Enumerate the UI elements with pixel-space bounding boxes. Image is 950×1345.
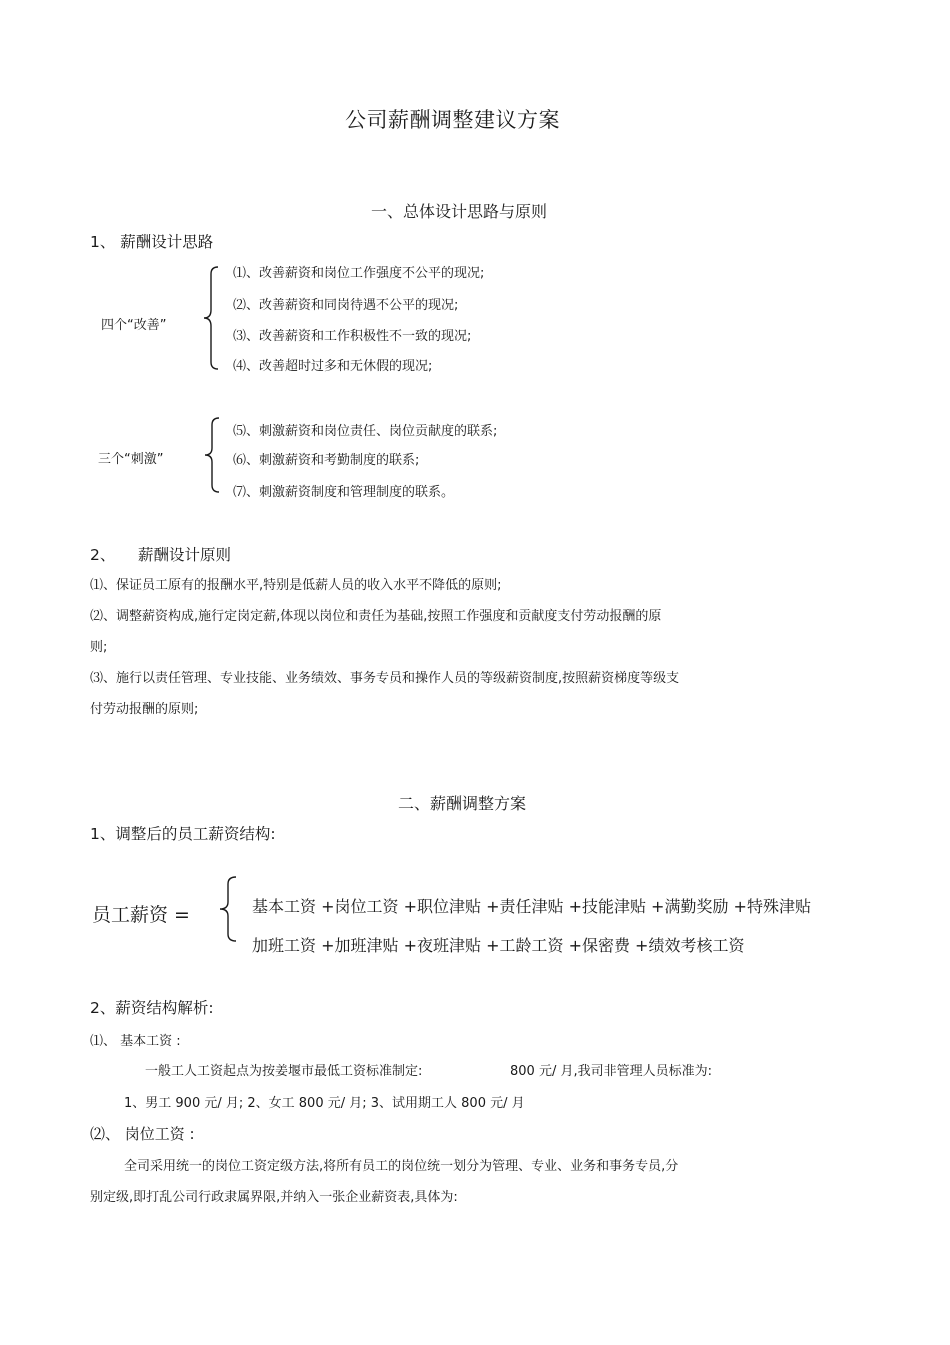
improve-item-2: ⑵、改善薪资和同岗待遇不公平的现况; <box>233 298 459 313</box>
principle-line-3: 则; <box>90 640 108 655</box>
position-wage-heading: ⑵、 岗位工资 : <box>90 1125 195 1143</box>
subheading-salary-structure: 1、调整后的员工薪资结构: <box>90 825 276 843</box>
subheading-design-idea: 1、 薪酬设计思路 <box>90 233 214 251</box>
subheading-principles-number: 2、 <box>90 546 116 564</box>
basic-wage-line-2: 1、男工 900 元/ 月; 2、女工 800 元/ 月; 3、试用期工人 800 元/ 月 <box>124 1096 525 1111</box>
principle-line-2: ⑵、调整薪资构成,施行定岗定薪,体现以岗位和责任为基础,按照工作强度和贡献度支付劳动报酬的原 <box>90 609 662 624</box>
improve-item-3: ⑶、改善薪资和工作积极性不一致的现况; <box>233 329 472 344</box>
left-brace-icon <box>203 266 223 370</box>
stimulate-item-3: ⑺、刺激薪资制度和管理制度的联系。 <box>233 485 455 500</box>
basic-wage-heading: ⑴、 基本工资 : <box>90 1034 181 1049</box>
section-2-heading: 二、薪酬调整方案 <box>398 794 527 813</box>
formula-line-2: 加班工资 +加班津贴 +夜班津贴 +工龄工资 +保密费 +绩效考核工资 <box>252 936 745 955</box>
left-brace-icon <box>219 876 241 942</box>
group-improve-label: 四个“改善” <box>101 318 167 333</box>
basic-wage-line-1b: 800 元/ 月,我司非管理人员标准为: <box>510 1064 712 1079</box>
left-brace-icon <box>204 417 224 493</box>
improve-item-1: ⑴、改善薪资和岗位工作强度不公平的现况; <box>233 266 485 281</box>
position-wage-line-2: 别定级,即打乱公司行政隶属界限,并纳入一张企业薪资表,具体为: <box>90 1190 458 1205</box>
principle-line-4: ⑶、施行以责任管理、专业技能、业务绩效、事务专员和操作人员的等级薪资制度,按照薪资梯度等级支 <box>90 671 680 686</box>
formula-lhs: 员工薪资 = <box>92 904 190 926</box>
improve-item-4: ⑷、改善超时过多和无休假的现况; <box>233 359 433 374</box>
section-1-heading: 一、总体设计思路与原则 <box>371 202 548 221</box>
stimulate-item-1: ⑸、刺激薪资和岗位责任、岗位贡献度的联系; <box>233 424 498 439</box>
position-wage-line-1: 全司采用统一的岗位工资定级方法,将所有员工的岗位统一划分为管理、专业、业务和事务专员,分 <box>124 1159 679 1174</box>
principle-line-5: 付劳动报酬的原则; <box>90 702 199 717</box>
subheading-structure-analysis: 2、薪资结构解析: <box>90 999 214 1017</box>
basic-wage-line-1a: 一般工人工资起点为按姜堰市最低工资标准制定: <box>145 1064 423 1079</box>
stimulate-item-2: ⑹、刺激薪资和考勤制度的联系; <box>233 453 420 468</box>
principle-line-1: ⑴、保证员工原有的报酬水平,特别是低薪人员的收入水平不降低的原则; <box>90 578 502 593</box>
page-title: 公司薪酬调整建议方案 <box>345 108 560 132</box>
formula-line-1: 基本工资 +岗位工资 +职位津贴 +责任津贴 +技能津贴 +满勤奖励 +特殊津贴 <box>252 897 811 916</box>
group-stimulate-label: 三个“刺激” <box>98 452 164 467</box>
subheading-principles: 薪酬设计原则 <box>138 546 232 564</box>
